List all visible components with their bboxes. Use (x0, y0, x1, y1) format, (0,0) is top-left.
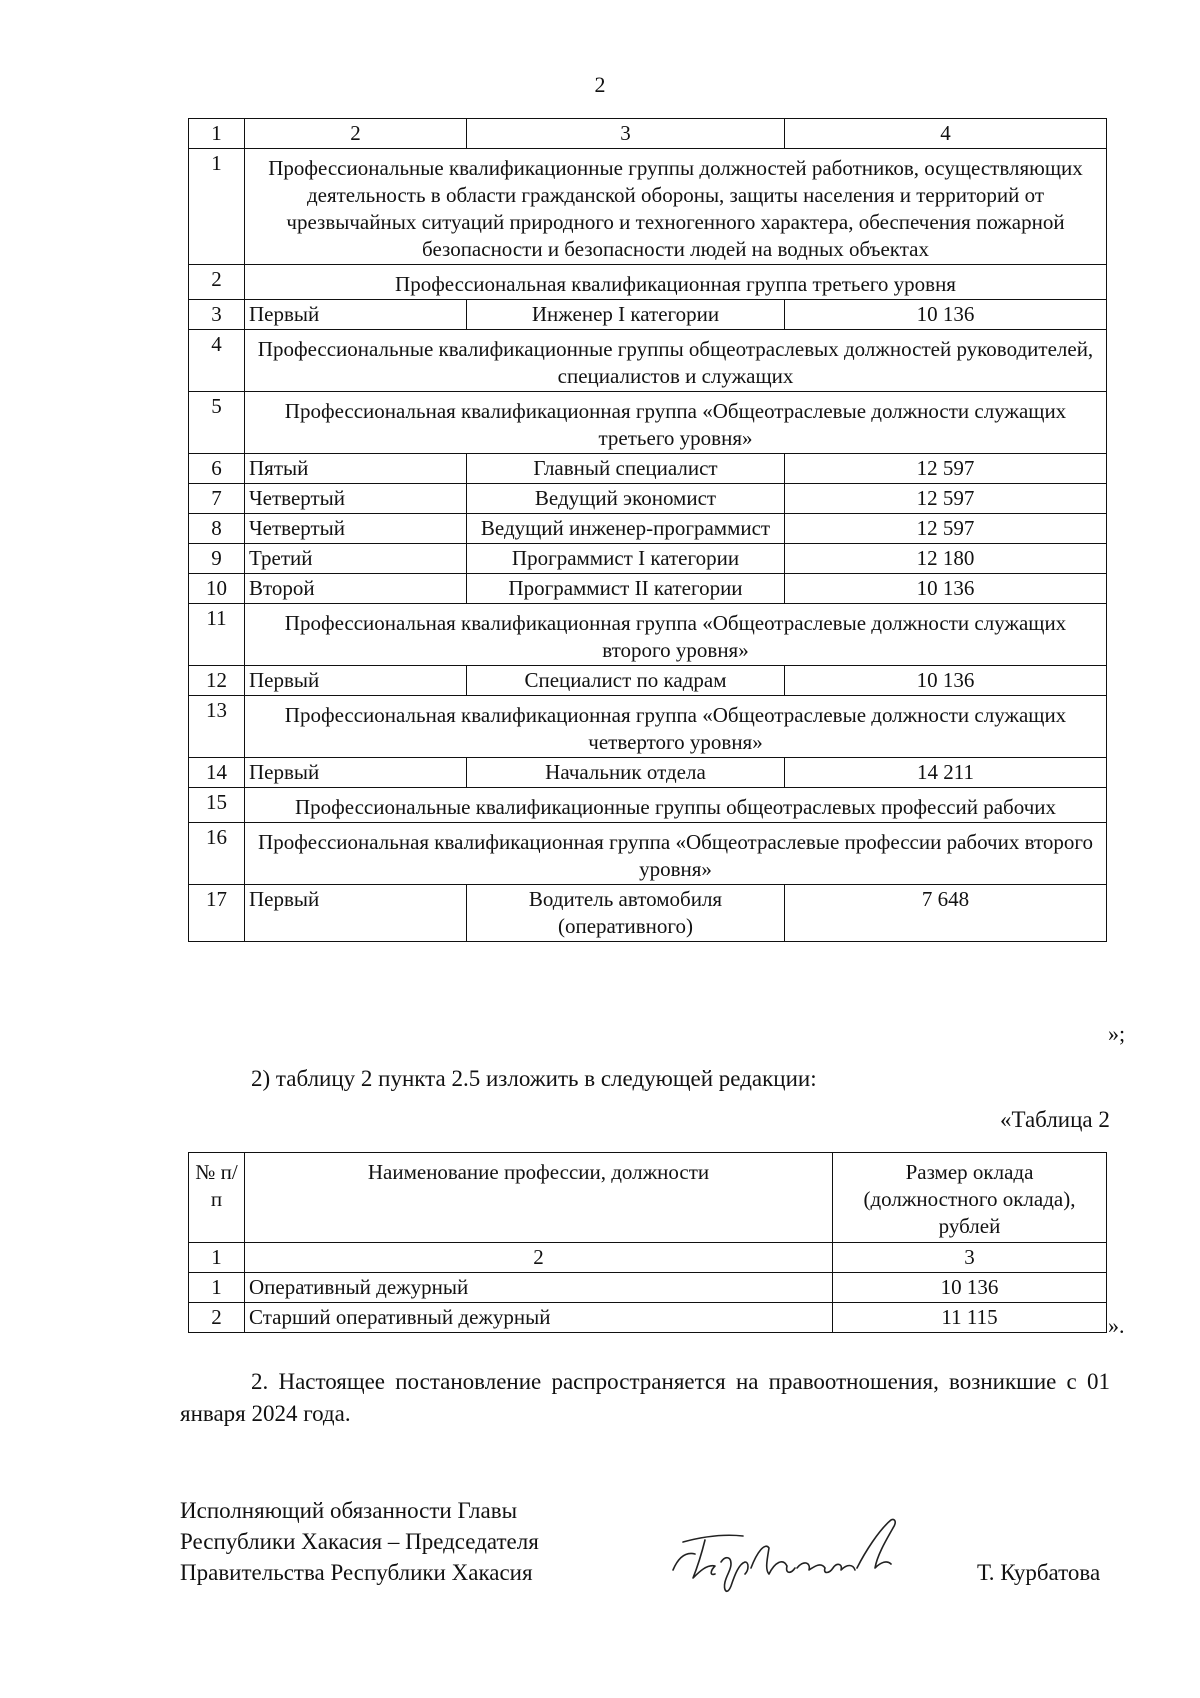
table-row (189, 484, 1107, 514)
group-title: Профессиональная квалификационная группа «Общеотраслевые профессии рабочих второго уровня» (245, 823, 1107, 885)
position-name: Специалист по кадрам (467, 666, 785, 696)
position-name: Ведущий экономист (467, 484, 785, 514)
row-number: 2 (189, 265, 245, 300)
salary-table-2 (188, 1152, 1107, 1333)
position-name: Программист I категории (467, 544, 785, 574)
position-name: Водитель автомобиля (оперативного) (467, 885, 785, 942)
row-number: 7 (189, 484, 245, 514)
salary-value: 12 597 (785, 454, 1107, 484)
t2-header-num: № п/п (189, 1153, 245, 1243)
signatory-title-line: Республики Хакасия – Председателя (180, 1529, 539, 1554)
qualification-level: Первый (245, 300, 467, 330)
t2-index-cell: 1 (189, 1243, 245, 1273)
table-row (189, 574, 1107, 604)
group-title: Профессиональная квалификационная группа «Общеотраслевые должности служащих третьего уровня» (245, 392, 1107, 454)
table1-closing-quote: »; (1108, 1021, 1126, 1046)
row-number: 1 (189, 1273, 245, 1303)
salary-value: 12 180 (785, 544, 1107, 574)
signatory-name: Т. Курбатова (977, 1560, 1101, 1585)
table2-closing-quote: ». (1108, 1313, 1125, 1338)
row-number: 9 (189, 544, 245, 574)
table-row (189, 1303, 1107, 1333)
position-name: Оперативный дежурный (245, 1273, 833, 1303)
qualification-level: Первый (245, 666, 467, 696)
table-row (189, 758, 1107, 788)
signatory-title-line: Правительства Республики Хакасия (180, 1560, 533, 1585)
column-index-cell: 3 (467, 119, 785, 149)
group-title: Профессиональная квалификационная группа третьего уровня (245, 265, 1107, 300)
group-row (189, 265, 1107, 300)
salary-value: 12 597 (785, 514, 1107, 544)
salary-value: 11 115 (833, 1303, 1107, 1333)
position-name: Старший оперативный дежурный (245, 1303, 833, 1333)
column-index-cell: 2 (245, 119, 467, 149)
table-row (189, 514, 1107, 544)
table-row (189, 1273, 1107, 1303)
row-number: 4 (189, 330, 245, 392)
group-row (189, 149, 1107, 265)
table-header-row (189, 119, 1107, 149)
row-number: 10 (189, 574, 245, 604)
t2-index-cell: 3 (833, 1243, 1107, 1273)
salary-value: 10 136 (785, 666, 1107, 696)
salary-value: 14 211 (785, 758, 1107, 788)
handwritten-signature (665, 1512, 935, 1602)
table2-label: «Таблица 2 (1000, 1107, 1110, 1132)
group-row (189, 392, 1107, 454)
group-row (189, 823, 1107, 885)
row-number: 16 (189, 823, 245, 885)
signatory-title-line: Исполняющий обязанности Главы (180, 1498, 518, 1523)
salary-value: 7 648 (785, 885, 1107, 942)
row-number: 1 (189, 149, 245, 265)
position-name: Начальник отдела (467, 758, 785, 788)
qualification-level: Четвертый (245, 514, 467, 544)
row-number: 13 (189, 696, 245, 758)
table-row (189, 885, 1107, 942)
row-number: 2 (189, 1303, 245, 1333)
salary-value: 10 136 (833, 1273, 1107, 1303)
position-name: Инженер I категории (467, 300, 785, 330)
row-number: 14 (189, 758, 245, 788)
position-name: Ведущий инженер-программист (467, 514, 785, 544)
row-number: 5 (189, 392, 245, 454)
t2-header-salary: Размер оклада (должностного оклада), рублей (833, 1153, 1107, 1243)
group-title: Профессиональные квалификационные группы общеотраслевых должностей руководителей, специалистов и служащих (245, 330, 1107, 392)
amendment-paragraph: 2) таблицу 2 пункта 2.5 изложить в следующей редакции: (251, 1066, 817, 1091)
row-number: 6 (189, 454, 245, 484)
group-title: Профессиональная квалификационная группа «Общеотраслевые должности служащих второго уровня» (245, 604, 1107, 666)
column-index-cell: 1 (189, 119, 245, 149)
table-row (189, 300, 1107, 330)
row-number: 8 (189, 514, 245, 544)
row-number: 17 (189, 885, 245, 942)
qualification-level: Пятый (245, 454, 467, 484)
group-row (189, 604, 1107, 666)
qualification-level: Второй (245, 574, 467, 604)
column-index-cell: 4 (785, 119, 1107, 149)
row-number: 11 (189, 604, 245, 666)
qualification-level: Первый (245, 758, 467, 788)
table-row (189, 454, 1107, 484)
page-number: 2 (594, 72, 606, 97)
group-row (189, 330, 1107, 392)
t2-index-cell: 2 (245, 1243, 833, 1273)
table-row (189, 666, 1107, 696)
qualification-level: Четвертый (245, 484, 467, 514)
qualification-level: Третий (245, 544, 467, 574)
group-row (189, 788, 1107, 823)
group-title: Профессиональные квалификационные группы должностей работников, осуществляющих деятельность в области гражданской обороны, защиты населения и территорий от чрезвычайных ситуаций природного и техногенного характера, обеспечения пожарной безопасности и безопасности людей на водных объектах (245, 149, 1107, 265)
row-number: 3 (189, 300, 245, 330)
effective-date-paragraph: 2. Настоящее постановление распространяется на правоотношения, возникшие с 01 января 2024 года. (180, 1369, 1110, 1426)
salary-value: 10 136 (785, 574, 1107, 604)
group-title: Профессиональная квалификационная группа «Общеотраслевые должности служащих четвертого уровня» (245, 696, 1107, 758)
position-name: Программист II категории (467, 574, 785, 604)
qualification-level: Первый (245, 885, 467, 942)
row-number: 12 (189, 666, 245, 696)
qualification-salary-table (188, 118, 1107, 942)
salary-value: 10 136 (785, 300, 1107, 330)
group-title: Профессиональные квалификационные группы общеотраслевых профессий рабочих (245, 788, 1107, 823)
position-name: Главный специалист (467, 454, 785, 484)
table-row (189, 544, 1107, 574)
row-number: 15 (189, 788, 245, 823)
signatory-title (180, 1495, 539, 1588)
salary-value: 12 597 (785, 484, 1107, 514)
group-row (189, 696, 1107, 758)
t2-header-name: Наименование профессии, должности (245, 1153, 833, 1243)
